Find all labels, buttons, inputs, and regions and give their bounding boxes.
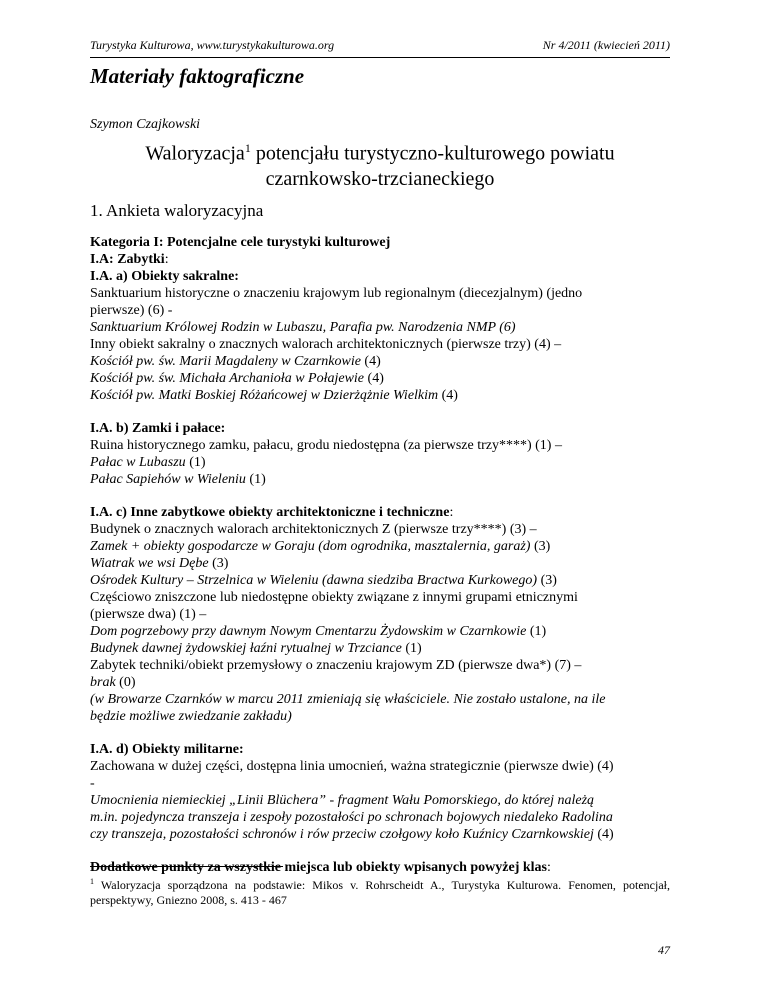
item-line: Dom pogrzebowy przy dawnym Nowym Cmentarzu Żydowskim w Czarnkowie (1) xyxy=(90,624,547,639)
running-header xyxy=(90,38,670,58)
heading-inne-obiekty: I.A. c) Inne zabytkowe obiekty architektoniczne i techniczne: xyxy=(90,505,454,520)
item-line: m.in. pojedyncza transzeja i zespoły pozostałości po schronach bojowych niedaleko Radolina xyxy=(90,810,613,825)
item-line: Pałac w Lubaszu (1) xyxy=(90,455,206,470)
text-line: pierwsze) (6) - xyxy=(90,303,173,318)
footnote-text: Waloryzacja sporządzona na podstawie: Mikos v. Rohrscheidt A., Turystyka Kulturowa. Fenomen, potencjał, perspektywy, Gniezno 2008, s. 413 - 467 xyxy=(90,878,670,907)
item-line: Pałac Sapiehów w Wieleniu (1) xyxy=(90,472,266,487)
author: Szymon Czajkowski xyxy=(90,117,201,132)
header-issue: Nr 4/2011 (kwiecień 2011) xyxy=(542,38,670,52)
heading-zamki: I.A. b) Zamki i pałace: xyxy=(90,421,226,436)
title-line2: czarnkowsko-trzcianeckiego xyxy=(265,167,495,190)
item-line: Sanktuarium Królowej Rodzin w Lubaszu, Parafia pw. Narodzenia NMP (6) xyxy=(90,320,516,335)
text-line: Częściowo zniszczone lub niedostępne obiekty związane z innymi grupami etnicznymi xyxy=(90,590,578,605)
note-line: będzie możliwe zwiedzanie zakładu) xyxy=(90,709,292,724)
text-line: Sanktuarium historyczne o znaczeniu krajowym lub regionalnym (diecezjalnym) (jedno xyxy=(90,286,583,301)
title-footnote-mark: 1 xyxy=(244,141,251,155)
item-line: Kościół pw. św. Michała Archanioła w Połajewie (4) xyxy=(90,371,384,386)
section-title: Materiały faktograficzne xyxy=(90,64,305,88)
item-line: Ośrodek Kultury – Strzelnica w Wieleniu (dawna siedziba Bractwa Kurkowego) (3) xyxy=(90,573,557,588)
subcategory-heading: I.A: Zabytki: xyxy=(90,252,169,267)
additional-points-heading: Dodatkowe punkty za wszystkie miejsca lub obiekty wpisanych powyżej klas: xyxy=(90,860,551,875)
item-line: czy transzeja, pozostałości schronów i rów przeciw czołgowy koło Kuźnicy Czarnkowskiej (4) xyxy=(90,827,614,842)
item-line: Kościół pw. św. Marii Magdaleny w Czarnkowie (4) xyxy=(90,354,381,369)
heading-militarne: I.A. d) Obiekty militarne: xyxy=(90,742,244,757)
item-line: brak (0) xyxy=(90,675,136,690)
item-line: Zamek + obiekty gospodarcze w Goraju (dom ogrodnika, masztalernia, garaż) (3) xyxy=(90,539,551,554)
text-line: (pierwsze dwa) (1) – xyxy=(90,607,207,622)
item-line: Umocnienia niemieckiej „Linii Blüchera” - fragment Wału Pomorskiego, do której należą xyxy=(90,793,595,808)
header-journal: Turystyka Kulturowa, www.turystykakulturowa.org xyxy=(90,38,335,52)
title-line1-rest: potencjału turystyczno-kulturowego powiatu xyxy=(250,142,615,165)
page-number: 47 xyxy=(658,943,670,957)
text-line: Budynek o znacznych walorach architektonicznych Z (pierwsze trzy****) (3) – xyxy=(90,522,537,537)
footnote-mark: 1 xyxy=(90,877,94,886)
note-line: (w Browarze Czarnków w marcu 2011 zmieniają się właściciele. Nie zostało ustalone, na ile xyxy=(90,692,606,707)
text-line: Zachowana w dużej części, dostępna linia umocnień, ważna strategicznie (pierwsze dwie) (4) xyxy=(90,759,614,774)
text-line: Ruina historycznego zamku, pałacu, grodu niedostępna (za pierwsze trzy****) (1) – xyxy=(90,438,562,453)
category-heading: Kategoria I: Potencjalne cele turystyki kulturowej xyxy=(90,235,391,250)
text-line: - xyxy=(90,776,95,791)
item-line: Wiatrak we wsi Dębe (3) xyxy=(90,556,229,571)
item-line: Kościół pw. Matki Boskiej Różańcowej w Dzierżążnie Wielkim (4) xyxy=(90,388,458,403)
article-title xyxy=(90,136,670,192)
text-line: Inny obiekt sakralny o znacznych walorach architektonicznych (pierwsze trzy) (4) – xyxy=(90,337,562,352)
heading-sakralne: I.A. a) Obiekty sakralne: xyxy=(90,269,239,284)
item-line: Budynek dawnej żydowskiej łaźni rytualnej w Trzciance (1) xyxy=(90,641,422,656)
footnote-separator xyxy=(90,866,283,867)
document-page xyxy=(90,0,670,994)
title-word: Waloryzacja xyxy=(145,142,245,165)
footnote xyxy=(90,874,670,908)
body-text xyxy=(90,234,670,876)
text-line: Zabytek techniki/obiekt przemysłowy o znaczeniu krajowym ZD (pierwsze dwa*) (7) – xyxy=(90,658,582,673)
heading-ankieta: 1. Ankieta waloryzacyjna xyxy=(90,201,264,220)
